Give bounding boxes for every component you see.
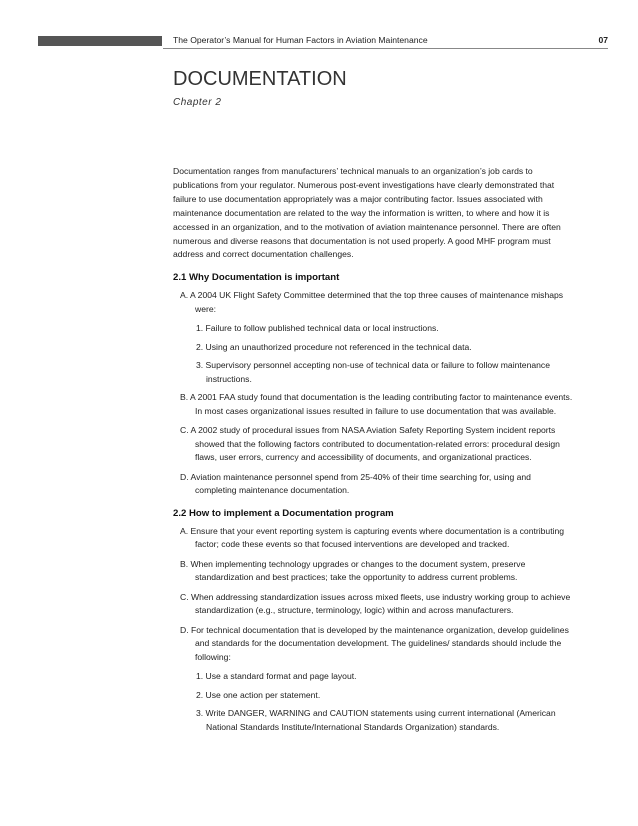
list-item: B. A 2001 FAA study found that documentation is the leading contributing factor to maintenance events. In most cases organizational issues resulted in failure to use documentation that was available. [180, 392, 573, 416]
section-list [173, 289, 573, 498]
list-item: C. When addressing standardization issues across mixed fleets, use industry working group to achieve standardization (e.g., structure, terminology, logic) within and across manufacturers. [180, 591, 571, 616]
sub-list-item: 2. Using an unauthorized procedure not referenced in the technical data. [196, 341, 472, 352]
page-title: DOCUMENTATION [173, 68, 347, 90]
list-item: C. A 2002 study of procedural issues from NASA Aviation Safety Reporting System incident reports showed that the following factors contributed to documentation-related errors: procedural design flaws, user errors, currency and accessibility of documents, and organizational practices. [180, 425, 560, 463]
page-number: 07 [598, 35, 608, 45]
running-header-title: The Operator’s Manual for Human Factors in Aviation Maintenance [173, 35, 428, 45]
list-item: A. Ensure that your event reporting system is capturing events where documentation is a contributing factor; code these events so that focused interventions are developed and tracked. [180, 525, 565, 550]
section-heading: 2.1 Why Documentation is important [173, 272, 340, 284]
intro-paragraph: Documentation ranges from manufacturers’ technical manuals to an organization’s job cards to publications from your regulator. Numerous post-event investigations have clearly demonstrated that failure to use documentation appropriately was a major contributing factor. Issues associated with maintenance documentation are related to the way the information is written, to where and how it is accessed in an organization, and to the motivation of aviation maintenance personnel. There are often numerous and diverse reasons that documentation is not used properly. A good MHF program must address and correct documentation challenges. [173, 166, 561, 260]
section-list [173, 525, 573, 735]
sections-container [173, 272, 573, 734]
section-heading: 2.2 How to implement a Documentation program [173, 507, 394, 519]
sub-list-item: 3. Supervisory personnel accepting non-use of technical data or failure to follow maintenance instructions. [196, 360, 550, 384]
sub-list-item: 2. Use one action per statement. [196, 689, 321, 700]
list-item: A. A 2004 UK Flight Safety Committee determined that the top three causes of maintenance mishaps were: [180, 290, 564, 314]
sub-list-item: 1. Use a standard format and page layout. [196, 671, 357, 682]
list-item: B. When implementing technology upgrades or changes to the document system, preserve standardization and best practices; take the opportunity to address current problems. [180, 558, 526, 583]
header-bar [38, 36, 162, 46]
list-item: D. Aviation maintenance personnel spend from 25-40% of their time searching for, using and completing maintenance documentation. [180, 471, 531, 496]
chapter-label: Chapter 2 [173, 97, 222, 108]
document-body [173, 165, 573, 739]
list-item: D. For technical documentation that is developed by the maintenance organization, develop guidelines and standards for the documentation development. The guidelines/ standards should include the following: [180, 624, 569, 662]
sub-list-item: 3. Write DANGER, WARNING and CAUTION statements using current international (American National Standards Institute/International Standards Organization) standards. [196, 708, 556, 732]
sub-list-item: 1. Failure to follow published technical data or local instructions. [196, 323, 439, 334]
header-divider [163, 48, 608, 49]
